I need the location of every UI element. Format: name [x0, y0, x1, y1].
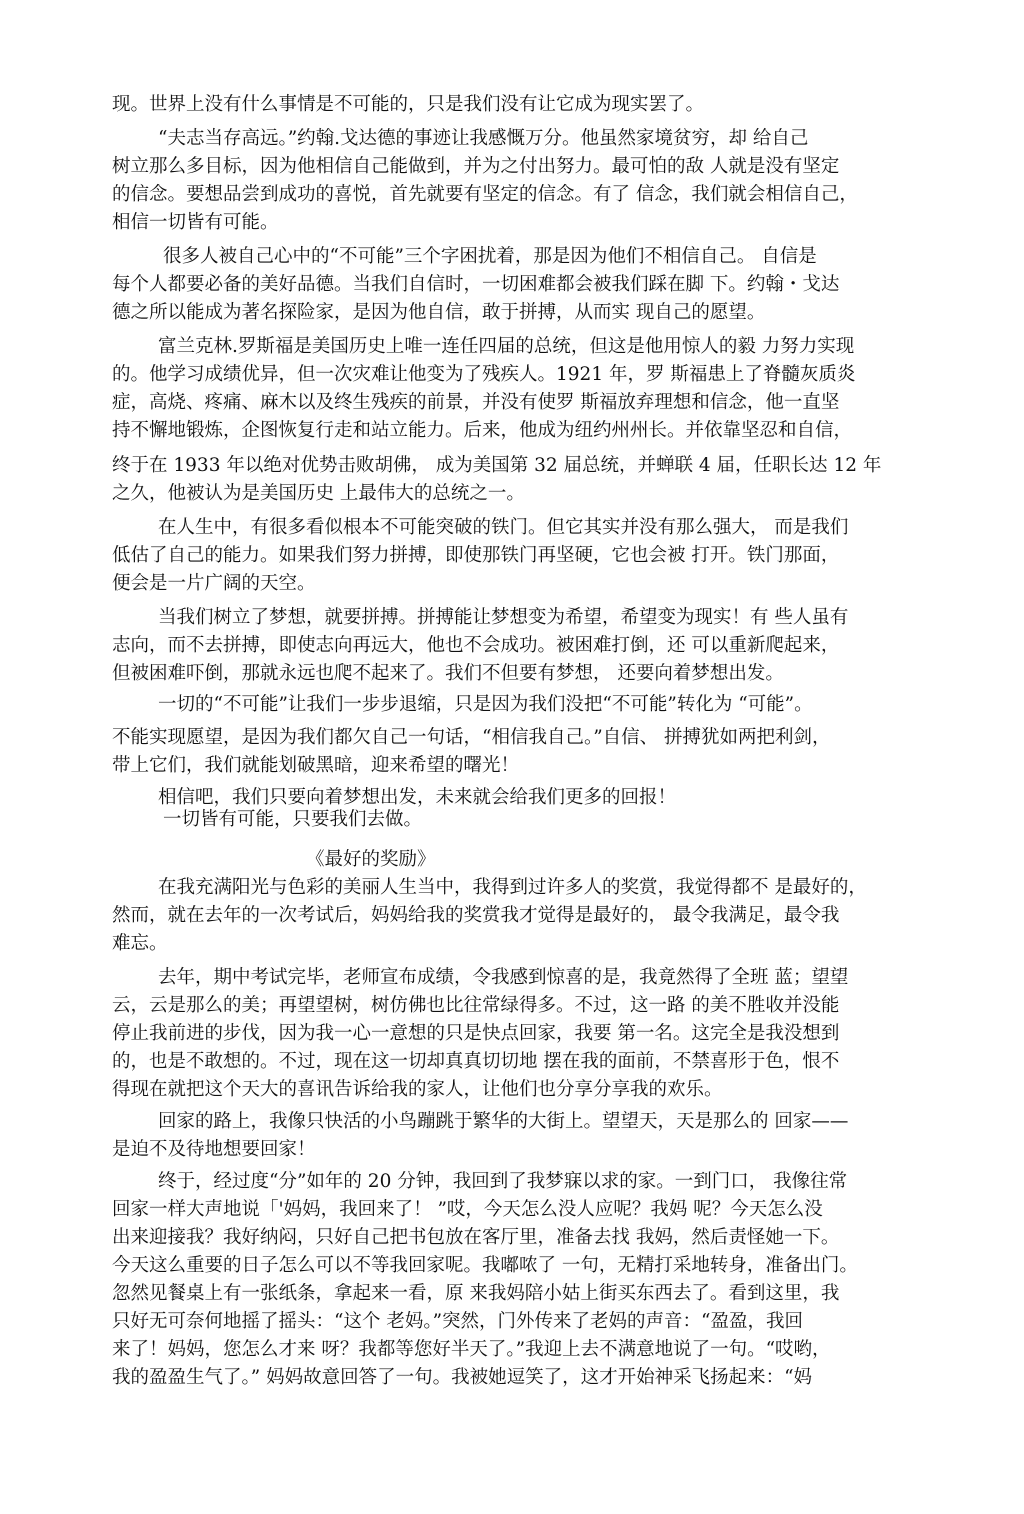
- text-line: 回家的路上，我像只快活的小鸟蹦跳于繁华的大街上。望望天，天是那么的 回家——: [158, 1111, 849, 1132]
- text-line: 今天这么重要的日子怎么可以不等我回家呢。我嘟哝了 一句，无精打采地转身，准备出门。: [112, 1255, 858, 1276]
- text-line: 一切皆有可能，只要我们去做。: [163, 809, 423, 830]
- text-line: 的信念。要想品尝到成功的喜悦，首先就要有坚定的信念。有了 信念，我们就会相信自己，: [112, 184, 858, 205]
- text-line: 停止我前进的步伐，因为我一心一意想的只是快点回家，我要 第一名。这完全是我没想到: [112, 1023, 840, 1044]
- text-line: 不能实现愿望，是因为我们都欠自己一句话，“相信我自己。”自信、 拼搏犹如两把利剑，: [112, 727, 831, 748]
- text-line: 相信吧，我们只要向着梦想出发，未来就会给我们更多的回报！: [158, 787, 677, 808]
- text-line: 回家一样大声地说「'妈妈，我回来了！ ”哎，今天怎么没人应呢？我妈 呢？今天怎么没: [112, 1199, 823, 1220]
- text-line: 来了！妈妈，您怎么才来 呀？我都等您好半天了。”我迎上去不满意地说了一句。“哎哟，: [112, 1339, 831, 1360]
- text-line: 一切的“不可能”让我们一步步退缩，只是因为我们没把“不可能”转化为 “可能”。: [158, 694, 813, 715]
- text-line: 在人生中，有很多看似根本不可能突破的铁门。但它其实并没有那么强大， 而是我们: [158, 517, 849, 538]
- text-line: 终于，经过度“分”如年的 20 分钟，我回到了我梦寐以求的家。一到门口， 我像往常: [158, 1171, 848, 1192]
- text-line: 的，也是不敢想的。不过，现在这一切却真真切切地 摆在我的面前，不禁喜形于色，恨不: [112, 1051, 840, 1072]
- text-line: 出来迎接我？我好纳闷，只好自己把书包放在客厅里，准备去找 我妈，然后责怪她一下。: [112, 1227, 840, 1248]
- text-line: 树立那么多目标，因为他相信自己能做到，并为之付出努力。最可怕的敌 人就是没有坚定: [112, 156, 840, 177]
- text-line: 很多人被自己心中的“不可能”三个字困扰着，那是因为他们不相信自己。 自信是: [163, 246, 817, 267]
- text-line: 忽然见餐桌上有一张纸条，拿起来一看，原 来我妈陪小姑上街买东西去了。看到这里，我: [112, 1283, 840, 1304]
- text-line: 终于在 1933 年以绝对优势击败胡佛， 成为美国第 32 届总统，并蝉联 4 届，任职长达 12 年: [112, 455, 882, 476]
- text-line: 便会是一片广阔的天空。: [112, 573, 316, 594]
- text-line: 低估了自己的能力。如果我们努力拼搏，即使那铁门再坚硬，它也会被 打开。铁门那面，: [112, 545, 840, 566]
- text-line: 难忘。: [112, 933, 168, 954]
- text-line: 只好无可奈何地摇了摇头：“这个 老妈。”突然，门外传来了老妈的声音：“盈盈，我回: [112, 1311, 804, 1332]
- text-line: 然而，就在去年的一次考试后，妈妈给我的奖赏我才觉得是最好的， 最令我满足，最令我: [112, 905, 840, 926]
- text-line: 富兰克林.罗斯福是美国历史上唯一连任四届的总统，但这是他用惊人的毅 力努力实现: [158, 336, 855, 357]
- text-line: 当我们树立了梦想，就要拼搏。拼搏能让梦想变为希望，希望变为现实！有 些人虽有: [158, 607, 849, 628]
- text-line: 的。他学习成绩优异，但一次灾难让他变为了残疾人。1921 年，罗 斯福患上了脊髓灰质炎: [112, 364, 856, 385]
- text-line: 云，云是那么的美；再望望树，树仿佛也比往常绿得多。不过，这一路 的美不胜收并没能: [112, 995, 840, 1016]
- text-line: 症，高烧、疼痛、麻木以及终生残疾的前景，并没有使罗 斯福放弃理想和信念，他一直坚: [112, 392, 840, 413]
- text-line: 我的盈盈生气了。” 妈妈故意回答了一句。我被她逗笑了，这才开始神采飞扬起来：“妈: [112, 1367, 813, 1388]
- text-line: 相信一切皆有可能。: [112, 212, 279, 233]
- text-line: 是迫不及待地想要回家！: [112, 1139, 316, 1160]
- text-line: 现。世界上没有什么事情是不可能的，只是我们没有让它成为现实罢了。: [112, 94, 705, 115]
- text-line: 志向，而不去拼搏，即使志向再远大，他也不会成功。被困难打倒，还 可以重新爬起来，: [112, 635, 840, 656]
- text-line: “夫志当存高远。”约翰.戈达德的事迹让我感慨万分。他虽然家境贫穷，却 给自己: [158, 128, 809, 149]
- text-line: 德之所以能成为著名探险家，是因为他自信，敢于拼搏，从而实 现自己的愿望。: [112, 302, 766, 323]
- text-line: 去年，期中考试完毕，老师宣布成绩，令我感到惊喜的是，我竟然得了全班 蓝；望望: [158, 967, 849, 988]
- text-line: 每个人都要必备的美好品德。当我们自信时，一切困难都会被我们踩在脚 下。约翰・戈达: [112, 274, 840, 295]
- text-line: 之久，他被认为是美国历史 上最伟大的总统之一。: [112, 483, 525, 504]
- text-line: 持不懈地锻炼，企图恢复行走和站立能力。后来，他成为纽约州州长。并依靠坚忍和自信，: [112, 420, 853, 441]
- text-line: 在我充满阳光与色彩的美丽人生当中，我得到过许多人的奖赏，我觉得都不 是最好的，: [158, 877, 867, 898]
- text-line: 但被困难吓倒，那就永远也爬不起来了。我们不但要有梦想， 还要向着梦想出发。: [112, 663, 784, 684]
- essay-title: 《最好的奖励》: [306, 849, 436, 870]
- text-line: 得现在就把这个天大的喜讯告诉给我的家人，让他们也分享分享我的欢乐。: [112, 1079, 723, 1100]
- text-line: 带上它们，我们就能划破黑暗，迎来希望的曙光！: [112, 755, 520, 776]
